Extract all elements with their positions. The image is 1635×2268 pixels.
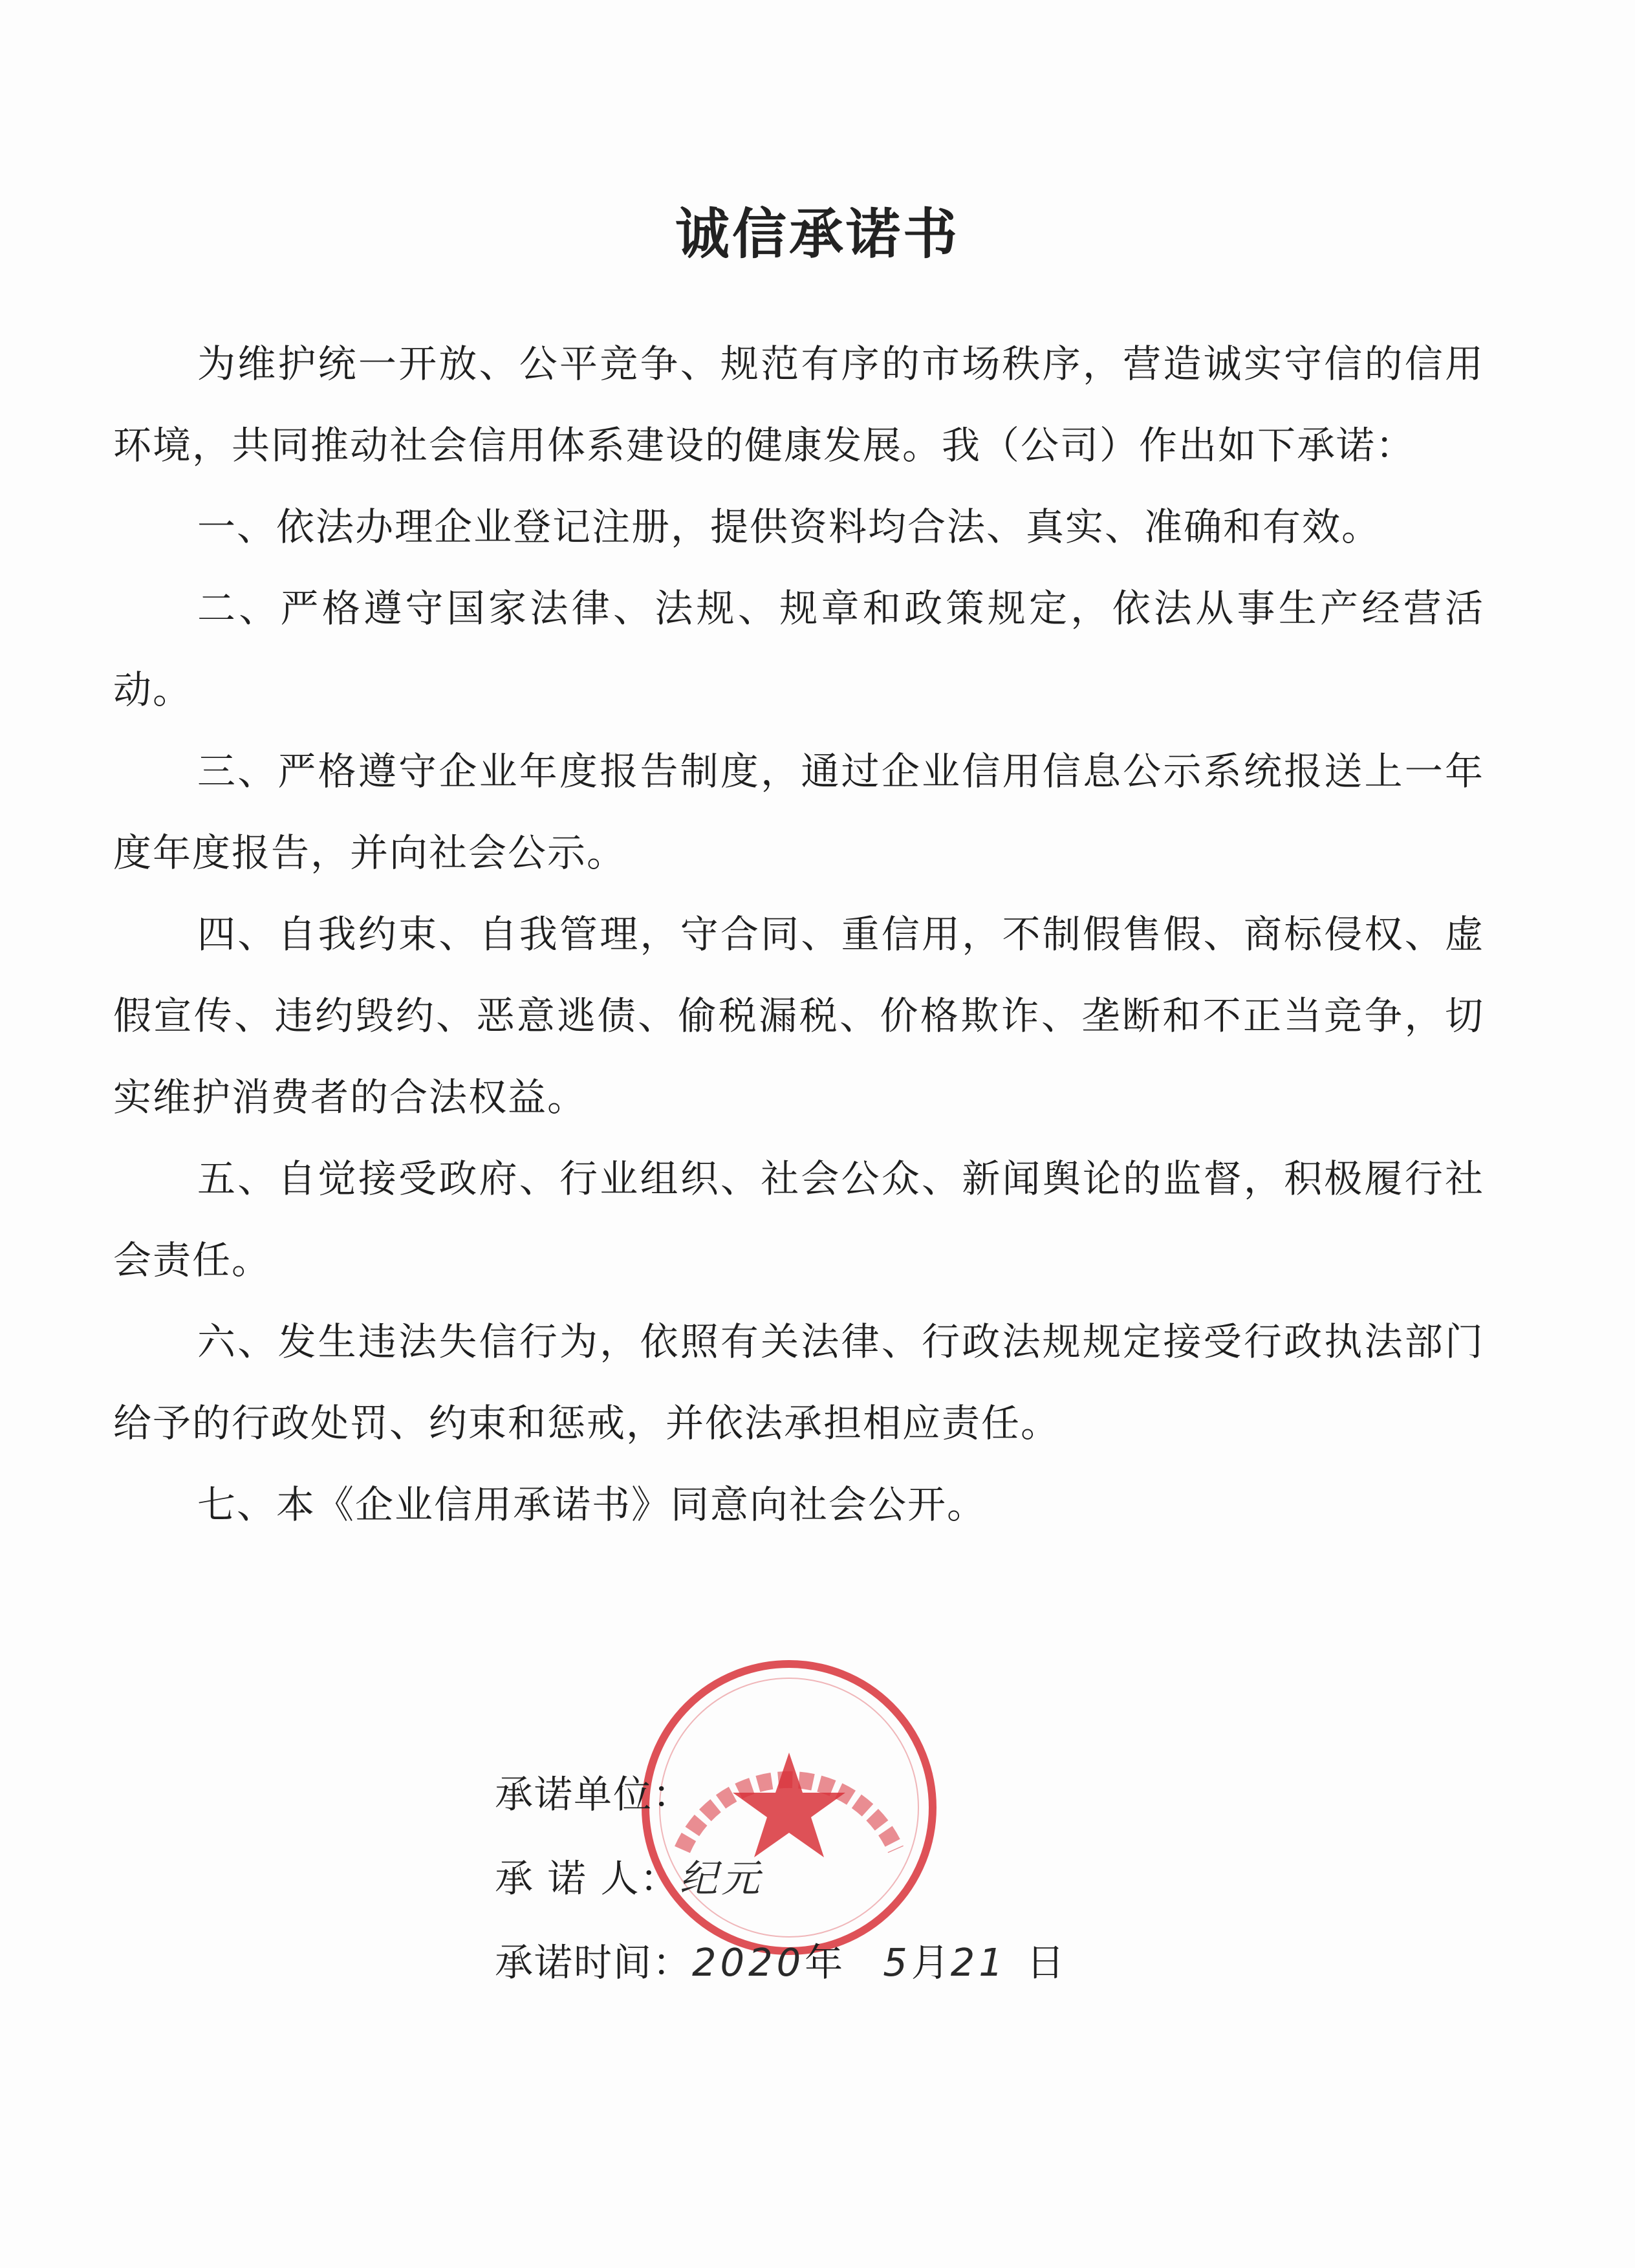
paragraph-item-3: 三、严格遵守企业年度报告制度，通过企业信用信息公示系统报送上一年度年度报告，并向社会公示。 bbox=[113, 749, 1484, 875]
paragraph-item-7: 七、本《企业信用承诺书》同意向社会公开。 bbox=[197, 1482, 987, 1527]
signature-unit-row bbox=[495, 1753, 1066, 1837]
date-month-char: 月 bbox=[911, 1940, 951, 1985]
document-body bbox=[113, 323, 1484, 1546]
date-year-char: 年 bbox=[805, 1940, 845, 1985]
date-day: 21 bbox=[950, 1940, 1007, 1985]
signature-time-label: 承诺时间： bbox=[495, 1940, 693, 1985]
date-day-char: 日 bbox=[1026, 1940, 1066, 1985]
paragraph-item-4: 四、自我约束、自我管理，守合同、重信用，不制假售假、商标侵权、虚假宣传、违约毁约、恶意逃债、偷税漏税、价格欺诈、垄断和不正当竞争，切实维护消费者的合法权益。 bbox=[113, 912, 1484, 1119]
paragraph-item-5: 五、自觉接受政府、行业组织、社会公众、新闻舆论的监督，积极履行社会责任。 bbox=[113, 1156, 1484, 1282]
document-title: 诚信承诺书 bbox=[675, 202, 960, 266]
handwritten-signature: 纪元 bbox=[679, 1856, 764, 1901]
signature-block bbox=[495, 1753, 1066, 2005]
paragraph-intro: 为维护统一开放、公平竞争、规范有序的市场秩序，营造诚实守信的信用环境，共同推动社会信用体系建设的健康发展。我（公司）作出如下承诺： bbox=[113, 341, 1484, 468]
paragraph-item-6: 六、发生违法失信行为，依照有关法律、行政法规规定接受行政执法部门给予的行政处罚、约束和惩戒，并依法承担相应责任。 bbox=[113, 1319, 1484, 1445]
signature-time-row bbox=[495, 1921, 1066, 2005]
paragraph-item-1: 一、依法办理企业登记注册，提供资料均合法、真实、准确和有效。 bbox=[197, 504, 1381, 549]
paragraph-item-2: 二、严格遵守国家法律、法规、规章和政策规定，依法从事生产经营活动。 bbox=[113, 586, 1484, 712]
date-month: 5 bbox=[883, 1940, 911, 1985]
signature-person-label: 承 诺 人： bbox=[495, 1856, 680, 1901]
signature-person-row bbox=[495, 1837, 1066, 1921]
signature-unit-label: 承诺单位： bbox=[495, 1772, 693, 1817]
date-year: 2020 bbox=[692, 1940, 805, 1985]
